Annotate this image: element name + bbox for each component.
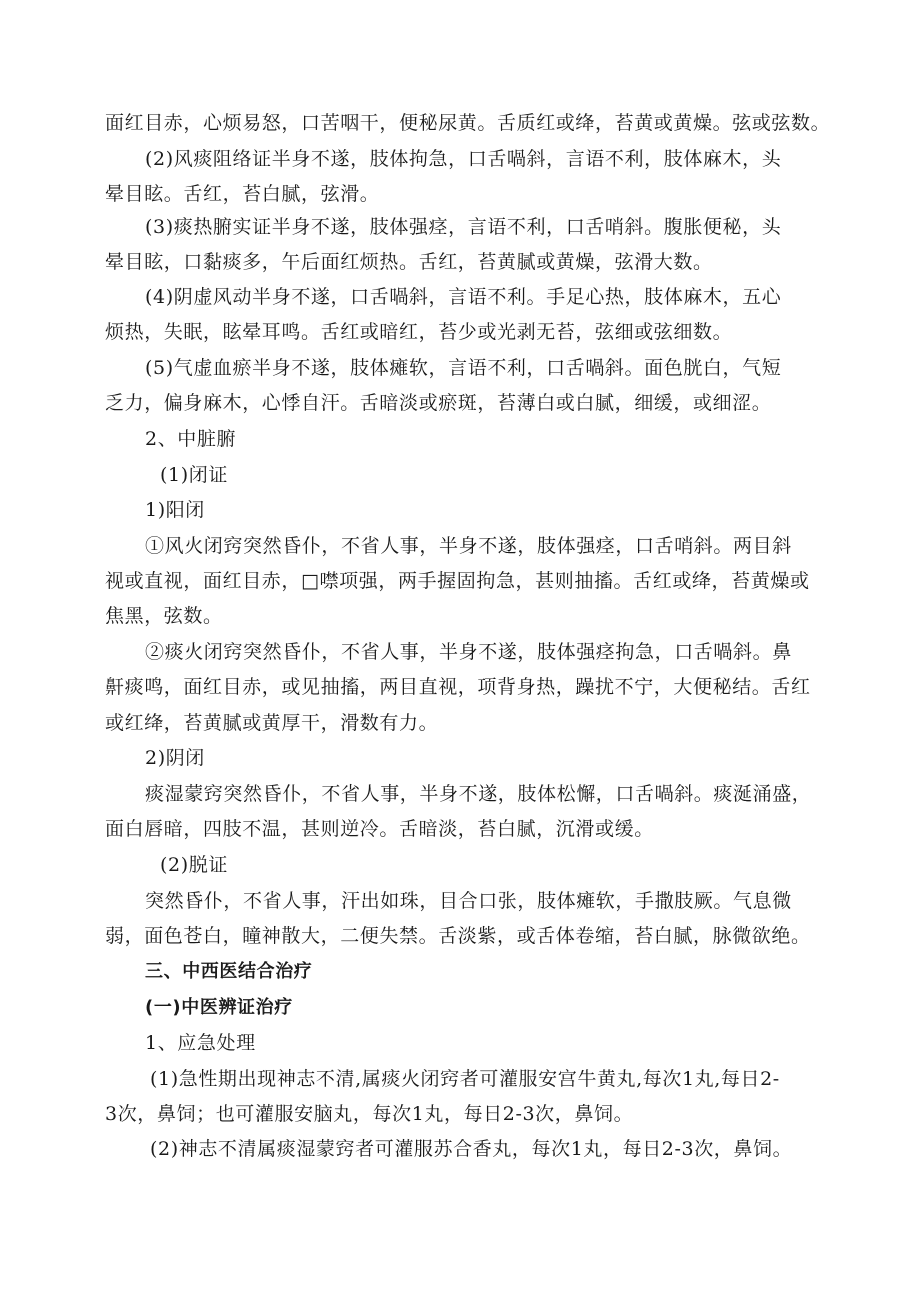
paragraph-line: 乏力，偏身麻木，心悸自汗。舌暗淡或瘀斑，苔薄白或白腻，细缓，或细涩。 <box>105 392 772 414</box>
subsection-heading: 2)阴闭 <box>145 747 205 769</box>
paragraph-line: 面白唇暗，四肢不温，甚则逆冷。舌暗淡，苔白腻，沉滑或缓。 <box>105 818 654 840</box>
paragraph-line: (4)阴虚风动半身不遂，口舌喎斜，言语不利。手足心热，肢体麻木，五心 <box>145 286 782 308</box>
paragraph-line: ②痰火闭窍突然昏仆，不省人事，半身不遂，肢体强痉拘急，口舌喎斜。鼻 <box>145 641 792 663</box>
paragraph-line: (2)神志不清属痰湿蒙窍者可灌服苏合香丸，每次1丸，每日2-3次，鼻饲。 <box>150 1138 793 1160</box>
paragraph-line: 视或直视，面红目赤，□噤项强，两手握固拘急，甚则抽搐。舌红或绛，苔黄燥或 <box>105 570 810 592</box>
paragraph-line: (3)痰热腑实证半身不遂，肢体强痉，言语不利，口舌哨斜。腹胀便秘，头 <box>145 216 782 238</box>
paragraph-line: 痰湿蒙窍突然昏仆，不省人事，半身不遂，肢体松懈，口舌喎斜。痰涎涌盛， <box>145 783 812 805</box>
paragraph-line: 晕目眩，口黏痰多，午后面红烦热。舌红，苔黄腻或黄燥，弦滑大数。 <box>105 251 713 273</box>
paragraph-line: 3次，鼻饲；也可灌服安脑丸，每次1丸，每日2-3次，鼻饲。 <box>105 1103 634 1125</box>
section-heading: (一)中医辨证治疗 <box>145 997 293 1018</box>
paragraph-line: 面红目赤，心烦易怒，口苦咽干，便秘尿黄。舌质红或绛，苔黄或黄燥。弦或弦数。 <box>105 112 831 134</box>
subsection-heading: 1、应急处理 <box>145 1032 256 1054</box>
paragraph-line: 弱，面色苍白，瞳神散大，二便失禁。舌淡紫，或舌体卷缩，苔白腻，脉微欲绝。 <box>105 925 811 947</box>
chapter-heading: 三、中西医结合治疗 <box>145 961 313 982</box>
paragraph-line: ①风火闭窍突然昏仆，不省人事，半身不遂，肢体强痉，口舌哨斜。两目斜 <box>145 535 792 557</box>
paragraph-line: (5)气虚血瘀半身不遂，肢体瘫软，言语不利，口舌喎斜。面色胱白，气短 <box>145 357 782 379</box>
paragraph-line: 晕目眩。舌红，苔白腻，弦滑。 <box>105 183 380 205</box>
subsection-heading: (1)闭证 <box>160 464 228 486</box>
paragraph-line: 烦热，失眠，眩晕耳鸣。舌红或暗红，苔少或光剥无苔，弦细或弦细数。 <box>105 321 733 343</box>
subsection-heading: (2)脱证 <box>160 854 228 876</box>
paragraph-line: (1)急性期出现神志不清,属痰火闭窍者可灌服安宫牛黄丸,每次1丸,每日2- <box>150 1068 780 1090</box>
subsection-heading: 1)阳闭 <box>145 499 205 521</box>
paragraph-line: 突然昏仆，不省人事，汗出如珠，目合口张，肢体瘫软，手撒肢厥。气息微 <box>145 890 792 912</box>
paragraph-line: 或红绛，苔黄腻或黄厚干，滑数有力。 <box>105 712 439 734</box>
paragraph-line: 焦黑，弦数。 <box>105 605 223 627</box>
section-heading: 2、中脏腑 <box>145 428 237 450</box>
paragraph-line: (2)风痰阻络证半身不遂，肢体拘急，口舌喎斜，言语不利，肢体麻木，头 <box>145 148 782 170</box>
paragraph-line: 鼾痰鸣，面红目赤，或见抽搐，两目直视，项背身热，躁扰不宁，大便秘结。舌红 <box>105 676 811 698</box>
